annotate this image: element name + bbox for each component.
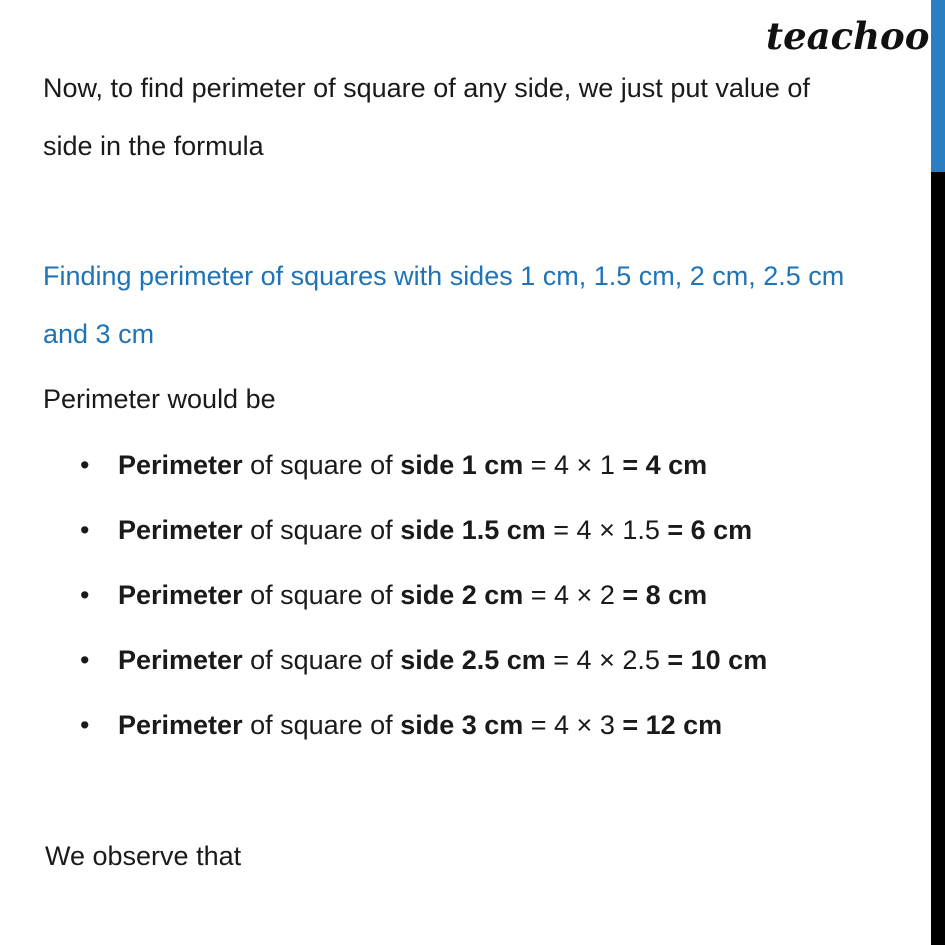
intro-line-1: Now, to find perimeter of square of any side, we just put value of xyxy=(43,73,810,103)
side-accent-bar-blue xyxy=(931,0,945,172)
list-item xyxy=(80,709,722,741)
result: = 4 cm xyxy=(622,450,708,480)
term-perimeter: Perimeter xyxy=(118,450,243,480)
bullet-icon: • xyxy=(80,580,90,610)
list-item xyxy=(80,449,707,481)
side-value: side 3 cm xyxy=(400,710,524,740)
text-of-square: of square of xyxy=(242,710,401,740)
bullet-icon: • xyxy=(80,710,90,740)
text-of-square: of square of xyxy=(242,645,401,675)
text-of-square: of square of xyxy=(242,515,401,545)
bullet-icon: • xyxy=(80,515,90,545)
intro-line-2: side in the formula xyxy=(43,131,264,161)
side-value: side 2 cm xyxy=(400,580,524,610)
side-value: side 1 cm xyxy=(400,450,524,480)
text-of-square: of square of xyxy=(242,580,401,610)
list-item xyxy=(80,579,707,611)
side-value: side 2.5 cm xyxy=(400,645,546,675)
term-perimeter: Perimeter xyxy=(118,515,243,545)
side-value: side 1.5 cm xyxy=(400,515,546,545)
result: = 8 cm xyxy=(622,580,708,610)
list-item xyxy=(80,514,752,546)
bullet-icon: • xyxy=(80,450,90,480)
text-of-square: of square of xyxy=(242,450,401,480)
observe-text: We observe that xyxy=(45,841,242,871)
brand-logo: teachoo xyxy=(766,14,930,58)
term-perimeter: Perimeter xyxy=(118,580,243,610)
term-perimeter: Perimeter xyxy=(118,710,243,740)
section-heading-line-1: Finding perimeter of squares with sides 1 cm, 1.5 cm, 2 cm, 2.5 cm xyxy=(43,261,845,291)
side-accent-bar-black xyxy=(931,172,945,945)
calculation: = 4 × 2 xyxy=(523,580,623,610)
perimeter-would-be: Perimeter would be xyxy=(43,384,276,414)
result: = 10 cm xyxy=(667,645,768,675)
calculation: = 4 × 3 xyxy=(523,710,623,740)
bullet-icon: • xyxy=(80,645,90,675)
section-heading-line-2: and 3 cm xyxy=(43,319,155,349)
list-item xyxy=(80,644,767,676)
result: = 12 cm xyxy=(622,710,723,740)
calculation: = 4 × 1.5 xyxy=(545,515,668,545)
calculation: = 4 × 1 xyxy=(523,450,623,480)
result: = 6 cm xyxy=(667,515,753,545)
calculation: = 4 × 2.5 xyxy=(545,645,668,675)
term-perimeter: Perimeter xyxy=(118,645,243,675)
